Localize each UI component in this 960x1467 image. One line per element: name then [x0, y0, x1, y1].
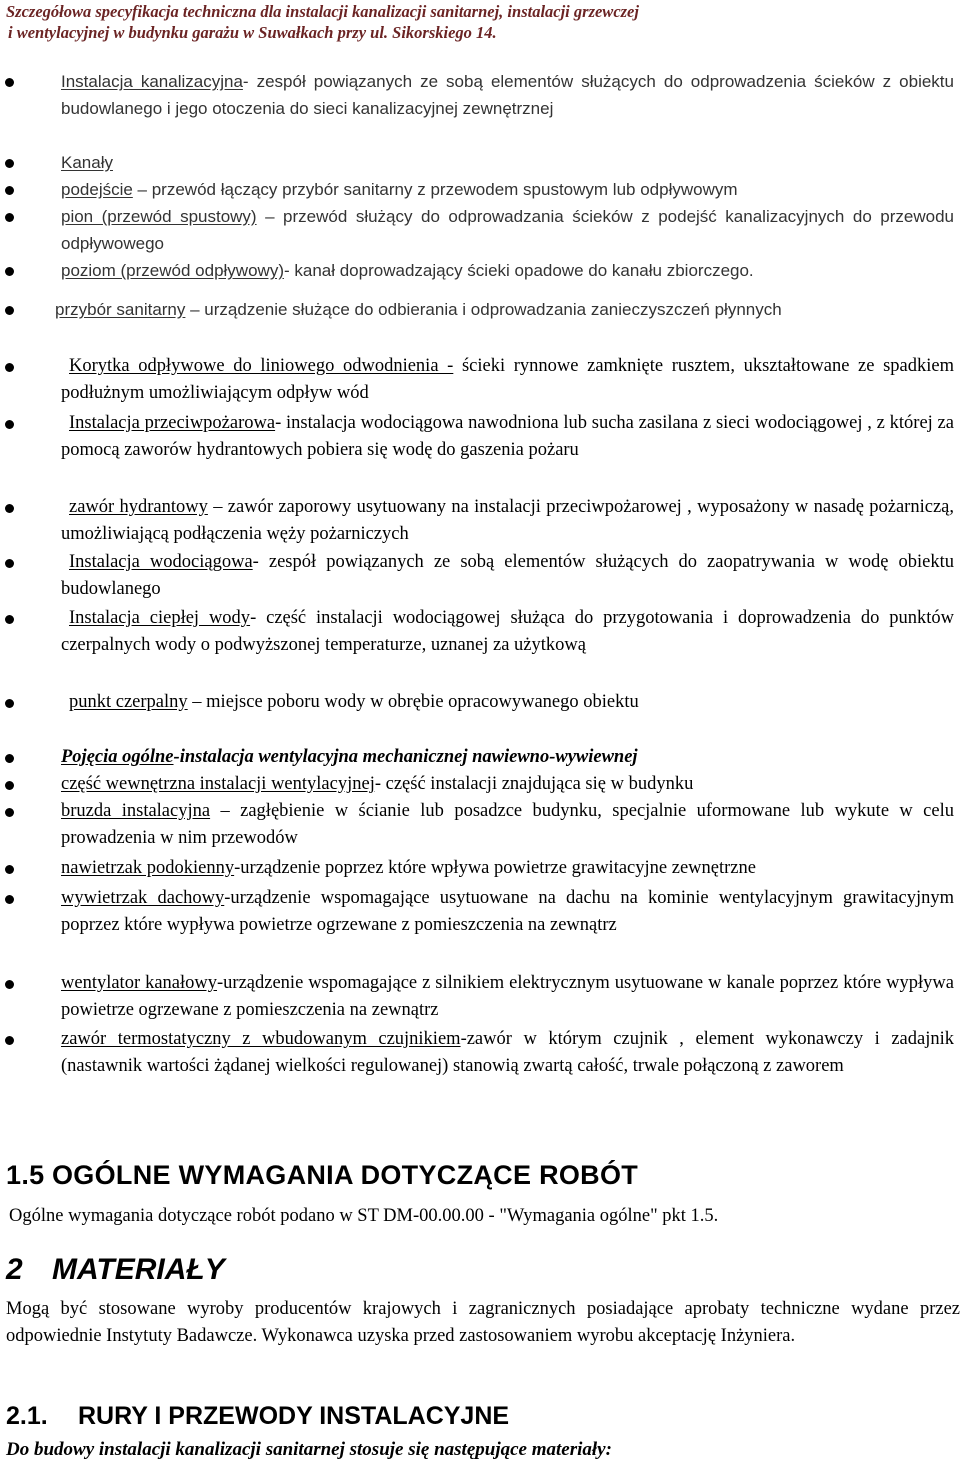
- bullet-icon: [5, 267, 14, 276]
- section-number: 2: [6, 1253, 23, 1286]
- bullet-icon: [5, 781, 14, 790]
- definition-term: bruzda instalacyjna: [61, 801, 211, 821]
- definition-term: Instalacja przeciwpożarowa: [69, 413, 276, 433]
- definition-item: [61, 494, 954, 548]
- header-line-2: i wentylacyjnej w budynku garażu w Suwałkach przy ul. Sikorskiego 14.: [8, 23, 497, 42]
- definition-term: wentylator kanałowy: [61, 973, 218, 993]
- definition-term: pion (przewód spustowy): [61, 207, 257, 226]
- vent-definition-item: [61, 1026, 954, 1080]
- definition-text: - instalacja wodociągowa nawodniona lub sucha zasilana z sieci wodociągowej , z której za pomocą zaworów hydrantowych pobiera się wodę do gaszenia pożaru: [61, 413, 954, 460]
- definition-item: [61, 410, 954, 464]
- definition-item: [61, 353, 954, 407]
- bullet-icon: [5, 615, 14, 624]
- definition-item: [61, 176, 954, 203]
- definition-term: przybór sanitarny: [55, 300, 186, 319]
- document-header: [6, 1, 954, 43]
- definition-text: - zespół powiązanych ze sobą elementów służących do zaopatrywania w wodę obiektu budowlanego: [61, 552, 954, 599]
- definition-item: [61, 689, 954, 716]
- definition-text: – przewód łączący przybór sanitarny z przewodem spustowym lub odpływowym: [132, 180, 738, 199]
- definition-term: Kanały: [61, 153, 113, 172]
- definition-term: wywietrzak dachowy: [61, 888, 225, 908]
- definition-text: - część instalacji wodociągowej służąca do przygotowania i doprowadzenia do punktów czerpalnych wody o podwyższonej temperaturze, uznanej za użytkową: [61, 608, 954, 655]
- definition-term: Instalacja kanalizacyjna: [61, 72, 243, 91]
- vent-definition-item: [61, 970, 954, 1024]
- vent-definition-item: [61, 771, 954, 798]
- definition-term: zawór hydrantowy: [69, 497, 208, 517]
- bullet-icon: [5, 754, 14, 763]
- bullet-icon: [5, 420, 14, 429]
- definition-term: punkt czerpalny: [69, 692, 188, 712]
- definition-text: ścieki rynnowe zamknięte rusztem, ukształtowane ze spadkiem podłużnym umożliwiającym odpływ wód: [61, 356, 954, 403]
- bullet-icon: [5, 808, 14, 817]
- section-paragraph: Ogólne wymagania dotyczące robót podano w ST DM-00.00.00 - "Wymagania ogólne" pkt 1.5.: [9, 1206, 719, 1226]
- vent-title-text: -instalacja wentylacyjna mechanicznej nawiewno-wywiewnej: [173, 747, 638, 767]
- definition-text: – miejsce poboru wody w obrębie opracowywanego obiektu: [187, 692, 639, 712]
- bullet-icon: [5, 159, 14, 168]
- definition-term: część wewnętrzna instalacji wentylacyjnej: [61, 774, 375, 794]
- definition-text: - zespół powiązanych ze sobą elementów służących do odprowadzenia ścieków z obiektu budowlanego i jego otoczenia do sieci kanalizacyjnej zewnętrznej: [61, 72, 954, 118]
- bullet-icon: [5, 559, 14, 568]
- bullet-icon: [5, 865, 14, 874]
- definition-text: -urządzenie wspomagające z silnikiem elektrycznym usytuowane w kanale poprzez które wypływa powietrze ogrzewane z pomieszczenia na zewnątrz: [61, 973, 954, 1020]
- definition-term: Korytka odpływowe do liniowego odwodnienia -: [69, 356, 454, 376]
- section-heading-1-5: [6, 1158, 638, 1192]
- section-paragraph: Do budowy instalacji kanalizacji sanitarnej stosuje się następujące materiały:: [6, 1439, 612, 1460]
- definition-item: [61, 68, 954, 122]
- definition-term: Instalacja wodociągowa: [69, 552, 253, 572]
- definition-text: - część instalacji znajdująca się w budynku: [374, 774, 694, 794]
- bullet-icon: [5, 186, 14, 195]
- definition-item: [61, 605, 954, 659]
- section-heading-2: [6, 1251, 225, 1289]
- definition-text: – zawór zaporowy usytuowany na instalacji przeciwpożarowej , wyposażony w nasadę pożarniczą, umożliwiającą podłączenia węży pożarniczych: [61, 497, 954, 544]
- bullet-icon: [5, 1036, 14, 1045]
- definition-term: Instalacja ciepłej wody: [69, 608, 251, 628]
- bullet-icon: [5, 980, 14, 989]
- definition-term: poziom (przewód odpływowy): [61, 261, 284, 280]
- definition-text: -zawór w którym czujnik , element wykonawczy i zadajnik (nastawnik wartości żądanej wielkości regulowanej) stanowią zwartą całość, trwale połączoną z zaworem: [61, 1029, 954, 1076]
- vent-definition-item: [61, 798, 954, 852]
- section-heading-2-1: [6, 1400, 509, 1432]
- section-number: 1.5: [6, 1160, 45, 1190]
- definition-term: zawór termostatyczny z wbudowanym czujnikiem: [61, 1029, 461, 1049]
- definition-text: -urządzenie poprzez które wpływa powietrze grawitacyjne zewnętrzne: [234, 858, 756, 878]
- definition-item: [55, 296, 954, 323]
- bullet-icon: [5, 504, 14, 513]
- definition-item: [61, 149, 954, 176]
- section-number: 2.1.: [6, 1402, 48, 1430]
- definition-text: – zagłębienie w ścianie lub posadzce budynku, specjalnie uformowane lub wykute w celu prowadzenia w nim przewodów: [61, 801, 954, 848]
- definition-item: [61, 549, 954, 603]
- vent-definition-item: [61, 885, 954, 939]
- definition-text: - kanał doprowadzający ścieki opadowe do kanału zbiorczego.: [283, 261, 754, 280]
- vent-section-title: [61, 744, 954, 771]
- bullet-icon: [5, 306, 14, 315]
- header-line-1: Szczegółowa specyfikacja techniczna dla instalacji kanalizacji sanitarnej, instalacji grzewczej: [6, 2, 639, 21]
- bullet-icon: [5, 213, 14, 222]
- bullet-icon: [5, 78, 14, 87]
- definition-term: nawietrzak podokienny: [61, 858, 235, 878]
- vent-definition-item: [61, 855, 954, 882]
- definition-term: podejście: [61, 180, 133, 199]
- section-title: MATERIAŁY: [52, 1253, 225, 1286]
- definition-text: – urządzenie służące do odbierania i odprowadzania zanieczyszczeń płynnych: [185, 300, 782, 319]
- section-title: OGÓLNE WYMAGANIA DOTYCZĄCE ROBÓT: [52, 1160, 639, 1190]
- definition-text: – przewód służący do odprowadzania ścieków z podejść kanalizacyjnych do przewodu odpływowego: [61, 207, 954, 253]
- definition-text: -urządzenie wspomagające usytuowane na dachu na kominie wentylacyjnym grawitacyjnym poprzez które wypływa powietrze ogrzewane z pomieszczenia na zewnątrz: [61, 888, 955, 935]
- definition-item: [61, 257, 954, 284]
- section-paragraph: Mogą być stosowane wyroby producentów krajowych i zagranicznych posiadające aprobaty techniczne wydane przez odpowiednie Instytuty Badawcze. Wykonawca uzyska przed zastosowaniem wyrobu akceptację Inżyniera.: [6, 1299, 960, 1346]
- bullet-icon: [5, 699, 14, 708]
- section-title: RURY I PRZEWODY INSTALACYJNE: [78, 1402, 510, 1430]
- bullet-icon: [5, 895, 14, 904]
- definition-item: [61, 203, 954, 257]
- vent-title-term: Pojęcia ogólne: [61, 747, 174, 767]
- bullet-icon: [5, 363, 14, 372]
